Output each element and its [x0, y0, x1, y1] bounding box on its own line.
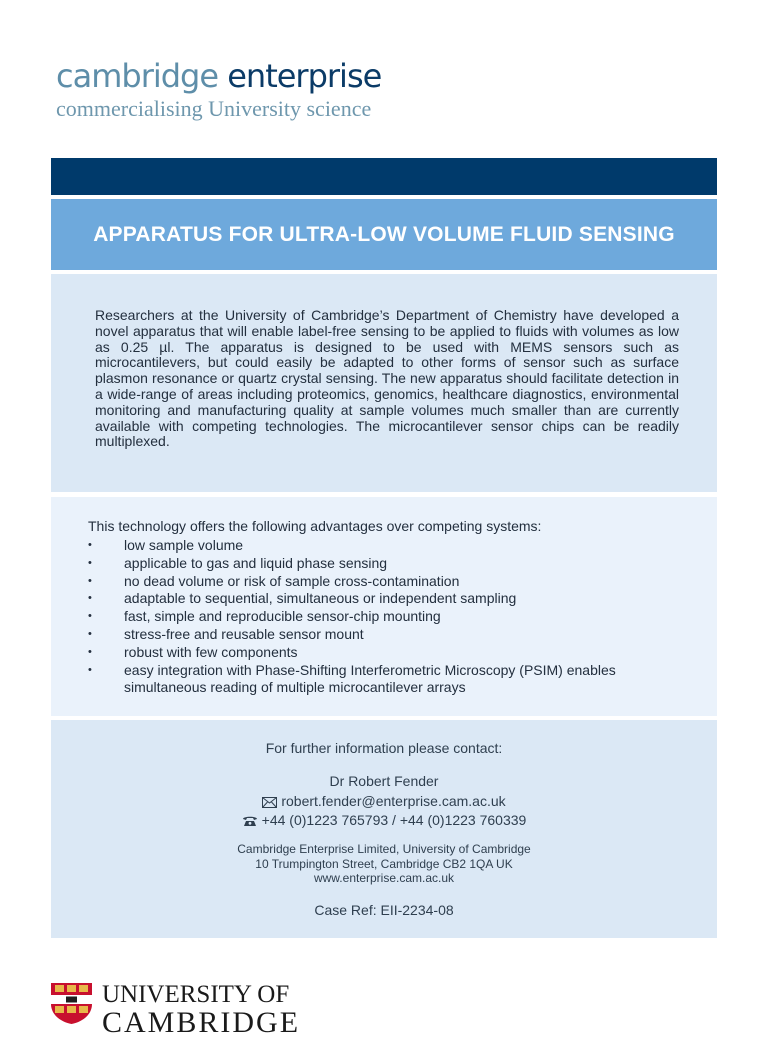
- list-item-text: stress-free and reusable sensor mount: [124, 625, 364, 642]
- list-item: [88, 626, 687, 644]
- bullet: •: [88, 663, 92, 676]
- title-band: [51, 199, 717, 270]
- page-title: APPARATUS FOR ULTRA-LOW VOLUME FLUID SENSING: [93, 222, 675, 246]
- case-reference: Case Ref: EII-2234-08: [314, 902, 454, 918]
- list-item: [88, 537, 687, 555]
- contact-email-row: [51, 793, 717, 811]
- list-item-text: robust with few components: [124, 643, 298, 660]
- list-item: [88, 644, 687, 662]
- contact-heading: For further information please contact:: [265, 740, 503, 756]
- description-panel: [51, 274, 717, 492]
- contact-phone-row: [51, 812, 717, 830]
- logo-word-enterprise: enterprise: [227, 57, 382, 95]
- bullet: •: [88, 574, 92, 587]
- list-item-text: fast, simple and reproducible sensor-chip mounting: [124, 608, 441, 625]
- contact-name: Dr Robert Fender: [329, 773, 439, 789]
- list-item-text: easy integration with Phase-Shifting Interferometric Microscopy (PSIM) enables simultaneous reading of multiple microcantilever arrays: [124, 661, 616, 696]
- bullet: •: [88, 627, 92, 640]
- list-item: [88, 662, 687, 698]
- cambridge-enterprise-logo: [56, 56, 381, 122]
- advantages-intro: This technology offers the following advantages over competing systems:: [88, 518, 542, 534]
- contact-phone: +44 (0)1223 765793 / +44 (0)1223 760339: [261, 812, 527, 828]
- list-item-text: no dead volume or risk of sample cross-contamination: [124, 572, 460, 589]
- list-item-text: applicable to gas and liquid phase sensing: [124, 554, 388, 571]
- header-dark-bar: [51, 158, 717, 195]
- bullet: •: [88, 556, 92, 569]
- bullet: •: [88, 610, 92, 623]
- university-line-1: UNIVERSITY OF: [102, 981, 290, 1008]
- contact-address: [51, 842, 717, 886]
- envelope-icon: [262, 795, 277, 811]
- contact-email-link[interactable]: robert.fender@enterprise.cam.ac.uk: [281, 793, 506, 809]
- university-line-2: CAMBRIDGE: [102, 1006, 301, 1039]
- contact-panel: [51, 720, 717, 938]
- address-line-1: Cambridge Enterprise Limited, University of Cambridge: [237, 842, 531, 856]
- bullet: •: [88, 645, 92, 658]
- description-text: Researchers at the University of Cambridge’s Department of Chemistry have developed a novel apparatus that will enable label-free sensing to be applied to fluids with volumes as low as 0.25 µl. The apparatus is designed to be used with MEMS sensors such as microcantilevers, but could easily be adapted to other forms of sensor such as surface plasmon resonance or quartz crystal sensing. The new apparatus should facilitate detection in a wide-range of areas including proteomics, genomics, healthcare diagnostics, environmental monitoring and manufacturing quality at sample volumes much smaller than are currently available with competing technologies. The microcantilever sensor chips can be readily multiplexed.: [95, 307, 679, 450]
- bullet: •: [88, 539, 92, 551]
- address-line-2: 10 Trumpington Street, Cambridge CB2 1QA UK: [255, 856, 513, 871]
- list-item-text: adaptable to sequential, simultaneous or independent sampling: [124, 590, 517, 607]
- advantages-list: [88, 537, 687, 697]
- logo-tagline: commercialising University science: [56, 96, 372, 121]
- website-link[interactable]: www.enterprise.cam.ac.uk: [313, 871, 455, 885]
- telephone-icon: [242, 814, 258, 830]
- list-item-text: low sample volume: [124, 537, 244, 553]
- logo-word-cambridge: cambridge: [56, 57, 219, 95]
- list-item: [88, 608, 687, 626]
- advantages-panel: [51, 497, 717, 716]
- list-item: [88, 590, 687, 608]
- list-item: [88, 555, 687, 573]
- logo-wordmark: [56, 56, 381, 96]
- list-item: [88, 573, 687, 591]
- bullet: •: [88, 592, 92, 605]
- university-crest-icon: [50, 982, 93, 1024]
- university-name: [102, 982, 300, 1038]
